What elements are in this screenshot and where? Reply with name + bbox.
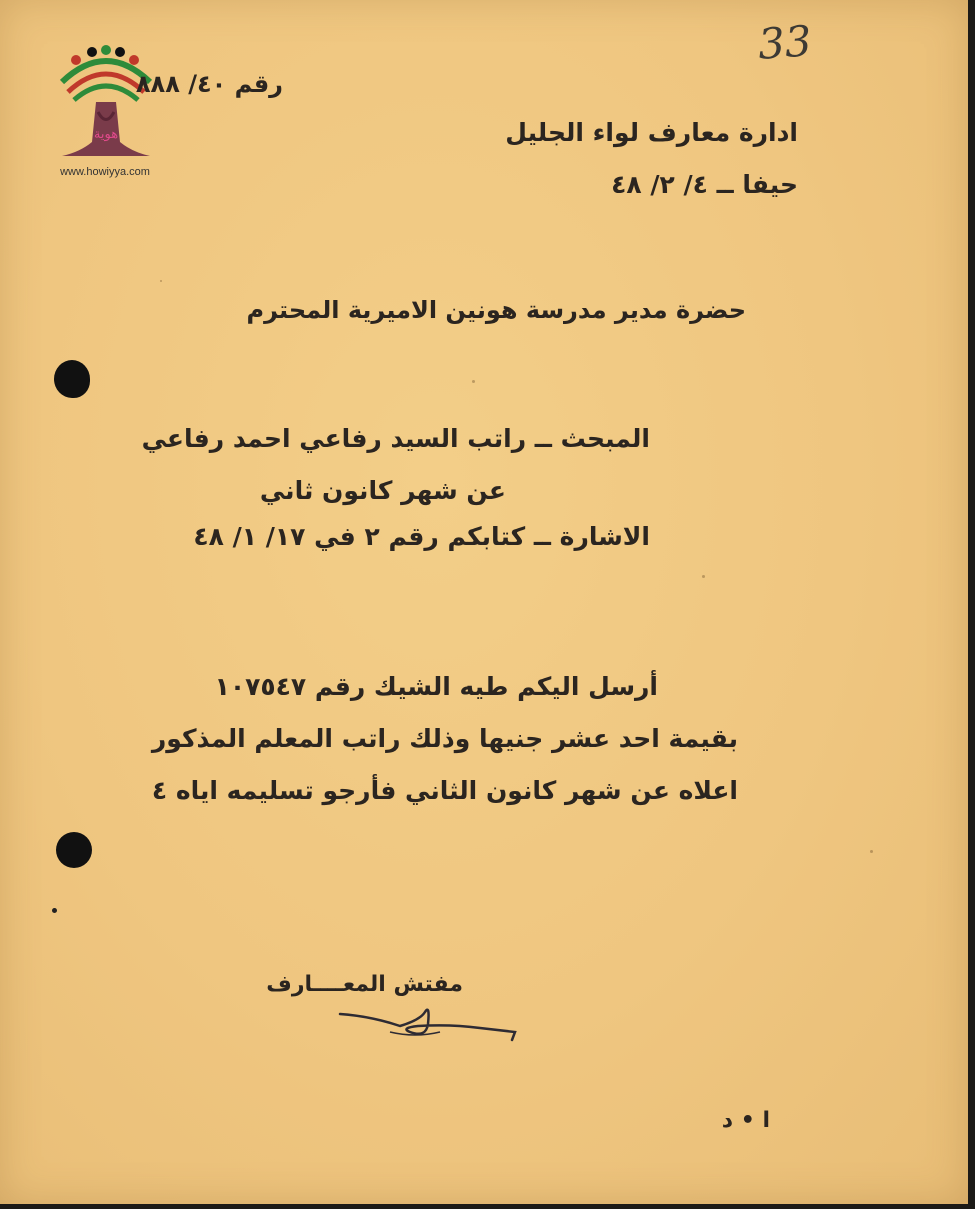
tree-logo-icon [40, 42, 170, 167]
signature-title: مفتش المعــــارف [266, 972, 463, 997]
punch-hole-top [54, 360, 90, 398]
subject-period: عن شهر كانون ثاني [259, 476, 506, 505]
howiyya-logo [40, 42, 170, 187]
paper-speck [52, 908, 57, 913]
paper-speck [472, 380, 475, 383]
paper-speck [870, 850, 873, 853]
paper-speck [702, 575, 705, 578]
handwritten-signature [330, 1002, 520, 1052]
body-line-3: اعلاه عن شهر كانون الثاني فأرجو تسليمه اياه ٤ [151, 776, 738, 805]
place-and-date: حيفا ــ ٤/ ٢/ ٤٨ [611, 170, 798, 199]
issuing-office: ادارة معارف لواء الجليل [505, 118, 798, 147]
subject-line: المبحث ــ راتب السيد رفاعي احمد رفاعي [141, 424, 650, 453]
page-number: 33 [756, 16, 814, 69]
punch-hole-bottom [56, 832, 92, 868]
body-line-1: أرسل اليكم طيه الشيك رقم ١٠٧٥٤٧ [214, 672, 658, 701]
footer-initials: ا • د [721, 1108, 770, 1133]
addressee: حضرة مدير مدرسة هونين الاميرية المحترم [246, 296, 746, 324]
logo-brand-text: هوية [93, 127, 119, 142]
paper-speck [160, 280, 162, 282]
reference-number: رقم ٤٠/ ٨٨٨ [135, 70, 283, 98]
subject-reference: الاشارة ــ كتابكم رقم ٢ في ١٧/ ١/ ٤٨ [193, 522, 650, 551]
body-line-2: بقيمة احد عشر جنيها وذلك راتب المعلم المذكور [151, 724, 738, 753]
watermark-url: www.howiyya.com [60, 166, 150, 178]
